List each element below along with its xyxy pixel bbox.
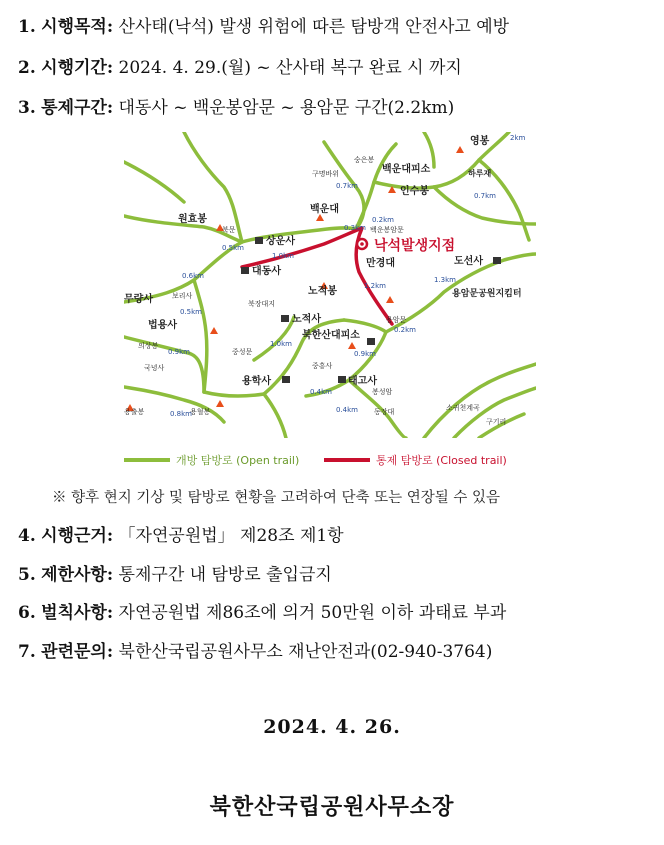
item-basis: 4. 시행근거: 「자연공원법」 제28조 제1항: [18, 526, 344, 546]
issue-date: 2024. 4. 26.: [263, 716, 401, 738]
distance-label: 0.2km: [394, 326, 417, 334]
distance-label: 0.7km: [336, 182, 359, 190]
item-number: 3.: [18, 98, 36, 118]
item-value: 산사태(낙석) 발생 위험에 따른 탐방객 안전사고 예방: [118, 17, 510, 37]
item-label: 시행기간: [41, 58, 107, 78]
distance-label: 0.6km: [182, 272, 205, 280]
label-muryangsa: 무량사: [124, 294, 153, 305]
item-number: 7.: [18, 642, 36, 662]
label-bongseongam: 봉성암: [372, 388, 393, 396]
item-value: 2024. 4. 29.(월) ~ 산사태 복구 완료 시 까지: [118, 58, 462, 78]
distance-label: 1.0km: [272, 252, 295, 260]
item-period: 2. 시행기간: 2024. 4. 29.(월) ~ 산사태 복구 완료 시 까지: [18, 58, 462, 78]
label-gugiri: 구기리: [486, 418, 507, 426]
label-gukyeongsa: 국녕사: [144, 364, 165, 372]
item-restriction: 5. 제한사항: 통제구간 내 탐방로 출입금지: [18, 565, 332, 585]
open-trail-swatch: [124, 458, 170, 462]
trail-map: [124, 132, 536, 438]
legend-open-trail: [124, 452, 299, 468]
label-gumyeong: 구명바위: [312, 170, 340, 178]
distance-label: 0.4km: [336, 406, 359, 414]
label-insubong: 인수봉: [400, 186, 429, 197]
label-yongammun-park: 용암문공원지킴터: [452, 289, 522, 299]
label-nojeokbong: 노적봉: [308, 286, 337, 297]
label-daedongsa: 대동사: [252, 266, 281, 277]
item-value: 북한산국립공원사무소 재난안전과(02-940-3764): [118, 642, 493, 662]
item-number: 4.: [18, 526, 36, 546]
label-bori: 보리사: [172, 292, 193, 300]
item-number: 5.: [18, 565, 36, 585]
issuer-office: 북한산국립공원사무소장: [209, 794, 455, 820]
closed-trail-label: 통제 탐방로 (Closed trail): [376, 454, 507, 467]
closed-trail-swatch: [324, 458, 370, 462]
distance-label: 1.0km: [270, 340, 293, 348]
label-doseonsa: 도선사: [454, 256, 483, 267]
item-number: 2.: [18, 58, 36, 78]
distance-label: 0.5km: [180, 308, 203, 316]
label-bukhansan-shelter: 북한산대피소: [302, 330, 360, 341]
label-jongheungsa: 중흥사: [312, 362, 333, 370]
item-number: 6.: [18, 603, 36, 623]
distance-label: 2km: [510, 134, 526, 142]
item-label: 벌칙사항: [41, 603, 107, 623]
label-bukmun: 북문: [222, 226, 236, 234]
item-value: 대동사 ~ 백운봉암문 ~ 용암문 구간(2.2km): [118, 98, 455, 118]
label-yongchulbong: 용출봉: [124, 408, 145, 416]
item-value: 통제구간 내 탐방로 출입금지: [118, 565, 332, 585]
label-yongammun: 용암문: [386, 316, 407, 324]
label-mangyeongdae: 만경대: [366, 258, 395, 269]
label-baegundae: 백운대: [310, 204, 339, 215]
distance-label: 0.9km: [168, 348, 191, 356]
label-sungeunbong: 숭은봉: [354, 156, 375, 164]
label-harujae: 하루재: [468, 169, 492, 178]
distance-label: 0.9km: [354, 350, 377, 358]
distance-label: 0.7km: [474, 192, 497, 200]
item-section: 3. 통제구간: 대동사 ~ 백운봉암문 ~ 용암문 구간(2.2km): [18, 98, 455, 118]
distance-label: 1.3km: [434, 276, 457, 284]
item-label: 제한사항: [41, 565, 107, 585]
legend-closed-trail: [324, 452, 507, 468]
label-baegunbongammun: 백운봉암문: [370, 226, 404, 234]
item-label: 관련문의: [41, 642, 107, 662]
label-beobyongsa: 법용사: [148, 320, 177, 331]
label-taegosa: 태고사: [348, 376, 377, 387]
label-baegundae-shelter: 백운대피소: [382, 164, 431, 175]
label-yongheolbong: 용혈봉: [190, 408, 211, 416]
label-nojeoksa: 노적사: [292, 314, 321, 325]
item-label: 시행목적: [41, 17, 107, 37]
label-sangunsa: 상운사: [266, 236, 295, 247]
item-number: 1.: [18, 17, 36, 37]
distance-label: 0.4km: [310, 388, 333, 396]
item-penalty: 6. 벌칙사항: 자연공원법 제86조에 의거 50만원 이하 과태료 부과: [18, 603, 507, 623]
distance-label: 0.2km: [372, 216, 395, 224]
extension-note: ※ 향후 현지 기상 및 탐방로 현황을 고려하여 단축 또는 연장될 수 있음: [52, 490, 500, 506]
label-wonhyobong: 원효봉: [178, 214, 207, 225]
item-contact: 7. 관련문의: 북한산국립공원사무소 재난안전과(02-940-3764): [18, 642, 493, 662]
label-yonghaksa: 용학사: [242, 376, 271, 387]
distance-label: 0.5km: [222, 244, 245, 252]
label-dongjangdae: 동장대: [374, 408, 395, 416]
distance-label: 0.8km: [170, 410, 193, 418]
item-label: 시행근거: [41, 526, 107, 546]
item-value: 「자연공원법」 제28조 제1항: [118, 526, 344, 546]
label-uisangmun: 의상봉: [138, 342, 159, 350]
distance-label: 0.3km: [344, 224, 367, 232]
item-label: 통제구간: [41, 98, 107, 118]
accident-point-label: 낙석발생지점: [374, 238, 456, 254]
label-jungseongmun: 중성문: [232, 348, 253, 356]
label-bukjangdaeji: 북장대지: [248, 300, 276, 308]
open-trail-label: 개방 탐방로 (Open trail): [176, 454, 300, 467]
item-value: 자연공원법 제86조에 의거 50만원 이하 과태료 부과: [118, 603, 507, 623]
distance-label: 1.2km: [364, 282, 387, 290]
accident-point-dot: [360, 242, 364, 246]
item-purpose: 1. 시행목적: 산사태(낙석) 발생 위험에 따른 탐방객 안전사고 예방: [18, 17, 510, 37]
label-yeongbong: 영봉: [470, 136, 490, 147]
label-sogwiam: 소귀천계곡: [446, 404, 480, 412]
